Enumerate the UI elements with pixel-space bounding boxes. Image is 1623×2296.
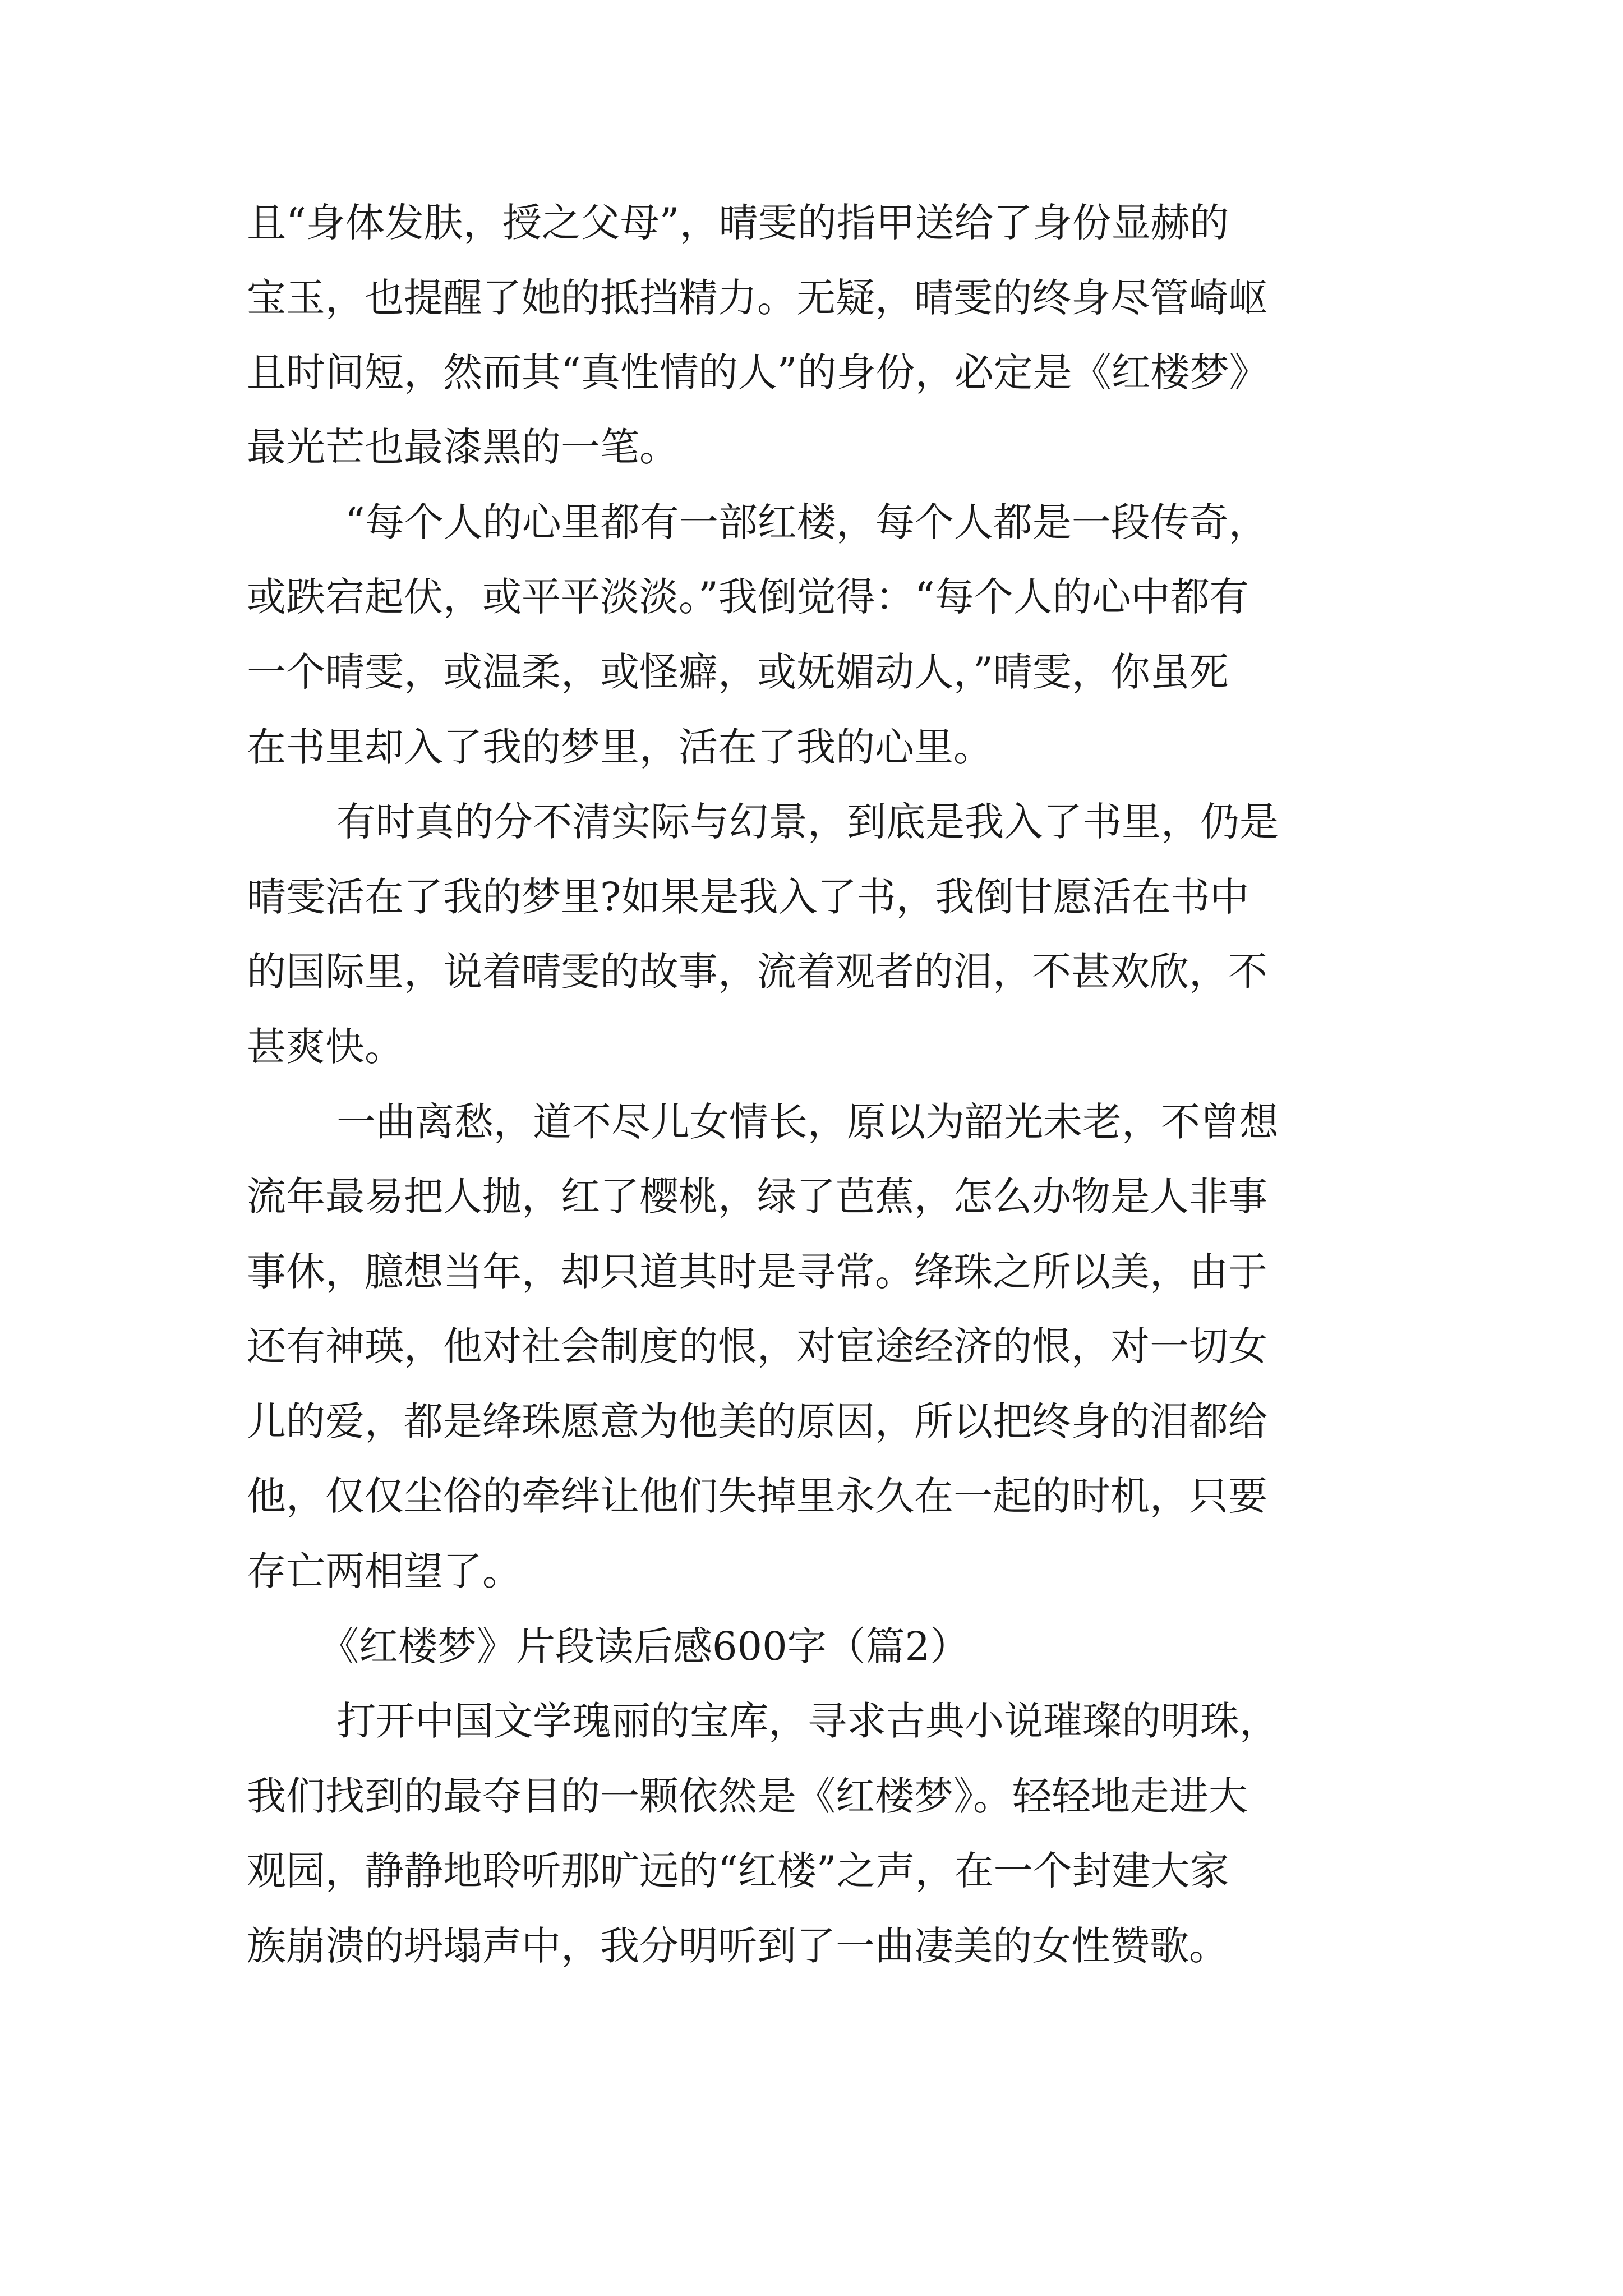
text-line: 晴雯活在了我的梦里?如果是我入了书，我倒甘愿活在书中 bbox=[247, 874, 1249, 920]
text-line: 最光芒也最漆黑的一笔。 bbox=[247, 424, 679, 470]
text-line: “每个人的心里都有一部红楼，每个人都是一段传奇， bbox=[345, 499, 1268, 545]
text-line: 的国际里，说着晴雯的故事，流着观者的泪，不甚欢欣，不 bbox=[247, 949, 1267, 995]
text-line: 族崩溃的坍塌声中，我分明听到了一曲凄美的女性赞歌。 bbox=[247, 1923, 1228, 1969]
text-line: 打开中国文学瑰丽的宝库，寻求古典小说璀璨的明珠， bbox=[336, 1698, 1279, 1744]
text-line: 事休，臆想当年，却只道其时是寻常。绛珠之所以美，由于 bbox=[247, 1249, 1267, 1295]
text-line: 我们找到的最夺目的一颗依然是《红楼梦》。轻轻地走进大 bbox=[247, 1773, 1248, 1819]
text-line: 流年最易把人抛，红了樱桃，绿了芭蕉，怎么办物是人非事 bbox=[247, 1174, 1267, 1220]
text-line: 一曲离愁，道不尽儿女情长，原以为韶光未老，不曾想 bbox=[336, 1099, 1279, 1145]
text-line: 且时间短，然而其“真性情的人”的身份，必定是《红楼梦》 bbox=[247, 349, 1269, 395]
text-line: 或跌宕起伏，或平平淡淡。”我倒觉得：“每个人的心中都有 bbox=[247, 574, 1249, 620]
text-line: 在书里却入了我的梦里，活在了我的心里。 bbox=[247, 724, 993, 770]
section-heading: 《红楼梦》片段读后感600字（篇2） bbox=[320, 1623, 970, 1669]
text-line: 他，仅仅尘俗的牵绊让他们失掉里永久在一起的时机，只要 bbox=[247, 1473, 1267, 1519]
text-line: 且“身体发肤，授之父母”，晴雯的指甲送给了身份显赫的 bbox=[247, 200, 1229, 246]
text-line: 一个晴雯，或温柔，或怪癖，或妩媚动人，”晴雯，你虽死 bbox=[247, 649, 1229, 695]
text-line: 甚爽快。 bbox=[247, 1024, 404, 1070]
text-line: 宝玉，也提醒了她的抵挡精力。无疑，晴雯的终身尽管崎岖 bbox=[247, 275, 1267, 321]
text-line: 观园，静静地聆听那旷远的“红楼”之声，在一个封建大家 bbox=[247, 1848, 1229, 1894]
text-line: 还有神瑛，他对社会制度的恨，对宦途经济的恨，对一切女 bbox=[247, 1323, 1267, 1369]
text-line: 存亡两相望了。 bbox=[247, 1548, 522, 1594]
text-line: 儿的爱，都是绛珠愿意为他美的原因，所以把终身的泪都给 bbox=[247, 1398, 1267, 1444]
text-line: 有时真的分不清实际与幻景，到底是我入了书里，仍是 bbox=[336, 799, 1279, 845]
